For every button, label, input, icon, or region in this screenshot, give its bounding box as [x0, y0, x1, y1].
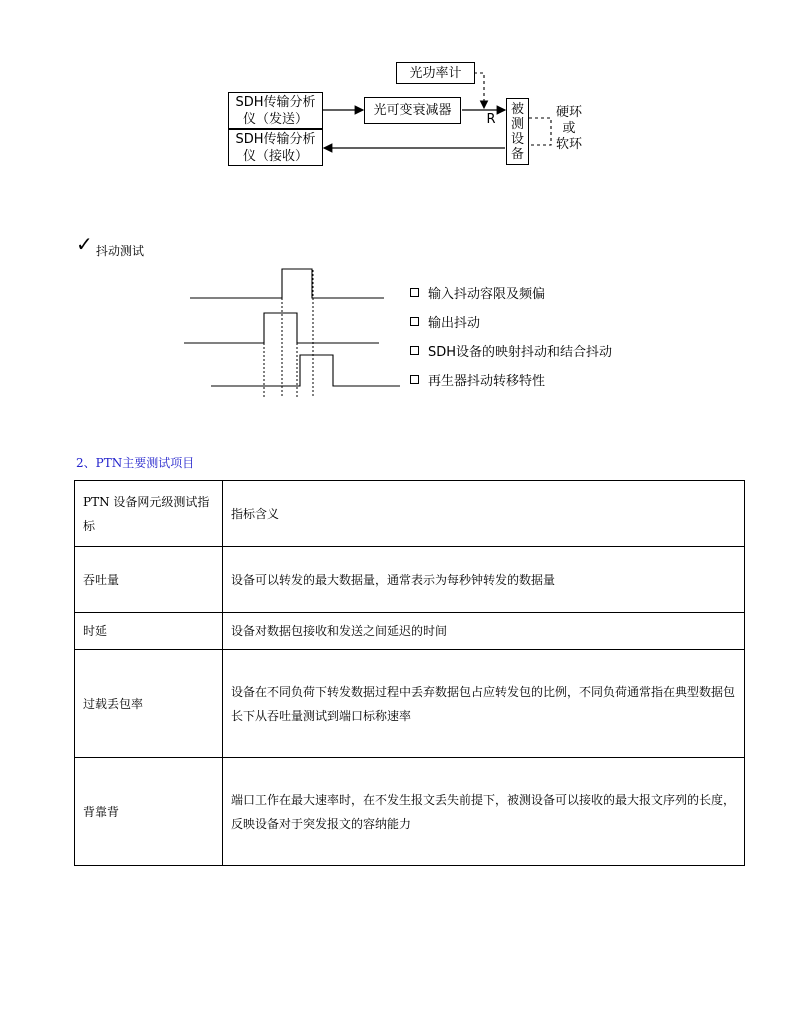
table-row	[75, 758, 745, 866]
list-item	[410, 278, 612, 307]
sdh-send-label: SDH传输分析 仪（发送）	[235, 94, 316, 127]
test-setup-diagram	[0, 0, 800, 175]
table-row	[75, 650, 745, 758]
jitter-item-list	[410, 278, 612, 394]
ptn-test-table	[74, 480, 745, 866]
indicator-cell: 时延	[75, 613, 223, 650]
table-header-row	[75, 481, 745, 547]
meaning-cell: 设备可以转发的最大数据量，通常表示为每秒钟转发的数据量	[223, 547, 745, 613]
checkmark-icon: ✓	[76, 232, 93, 256]
table-row	[75, 613, 745, 650]
meaning-cell: 设备在不同负荷下转发数据过程中丢弃数据包占应转发包的比例，不同负荷通常指在典型数据包长下从吞吐量测试到端口标称速率	[223, 650, 745, 758]
sdh-analyzer-send-box	[228, 92, 323, 129]
square-bullet-icon	[410, 346, 419, 355]
indicator-cell: 背靠背	[75, 758, 223, 866]
list-item	[410, 307, 612, 336]
list-item-label: 输入抖动容限及频偏	[428, 287, 546, 302]
r-label: R	[486, 112, 496, 127]
diagram-connectors	[0, 0, 800, 175]
power-meter-label: 光功率计	[409, 65, 462, 81]
waveform-3	[211, 355, 400, 386]
power-meter-box	[396, 62, 475, 84]
list-item-label: SDH设备的映射抖动和结合抖动	[428, 345, 613, 360]
sdh-receive-label: SDH传输分析 仪（接收）	[235, 131, 316, 164]
square-bullet-icon	[410, 375, 419, 384]
list-item	[410, 336, 612, 365]
table-row	[75, 547, 745, 613]
indicator-cell: 吞吐量	[75, 547, 223, 613]
list-item	[410, 365, 612, 394]
loop-bracket	[529, 118, 551, 145]
waveform-1	[190, 269, 384, 298]
dut-box	[506, 98, 529, 165]
attenuator-label: 光可变衰减器	[373, 103, 452, 118]
indicator-cell: 过载丢包率	[75, 650, 223, 758]
meaning-cell: 端口工作在最大速率时，在不发生报文丢失前提下，被测设备可以接收的最大报文序列的长度，反映设备对于突发报文的容纳能力	[223, 758, 745, 866]
square-bullet-icon	[410, 317, 419, 326]
list-item-label: 再生器抖动转移特性	[428, 374, 546, 389]
dashed-arrow-power-meter	[474, 73, 484, 108]
square-bullet-icon	[410, 288, 419, 297]
loop-label: 硬环 或 软环	[555, 105, 582, 152]
list-item-label: 输出抖动	[428, 316, 481, 331]
ptn-section-heading: 2、PTN主要测试项目	[76, 456, 195, 470]
meaning-cell: 设备对数据包接收和发送之间延迟的时间	[223, 613, 745, 650]
header-cell-meaning: 指标含义	[223, 481, 745, 547]
attenuator-box	[364, 97, 461, 124]
header-cell-indicator: PTN 设备网元级测试指标	[75, 481, 223, 547]
dut-label: 被 测 设 备	[510, 101, 524, 162]
jitter-section-title: 抖动测试	[96, 244, 145, 258]
sdh-analyzer-receive-box	[228, 129, 323, 166]
jitter-waveform-diagram	[0, 260, 400, 400]
